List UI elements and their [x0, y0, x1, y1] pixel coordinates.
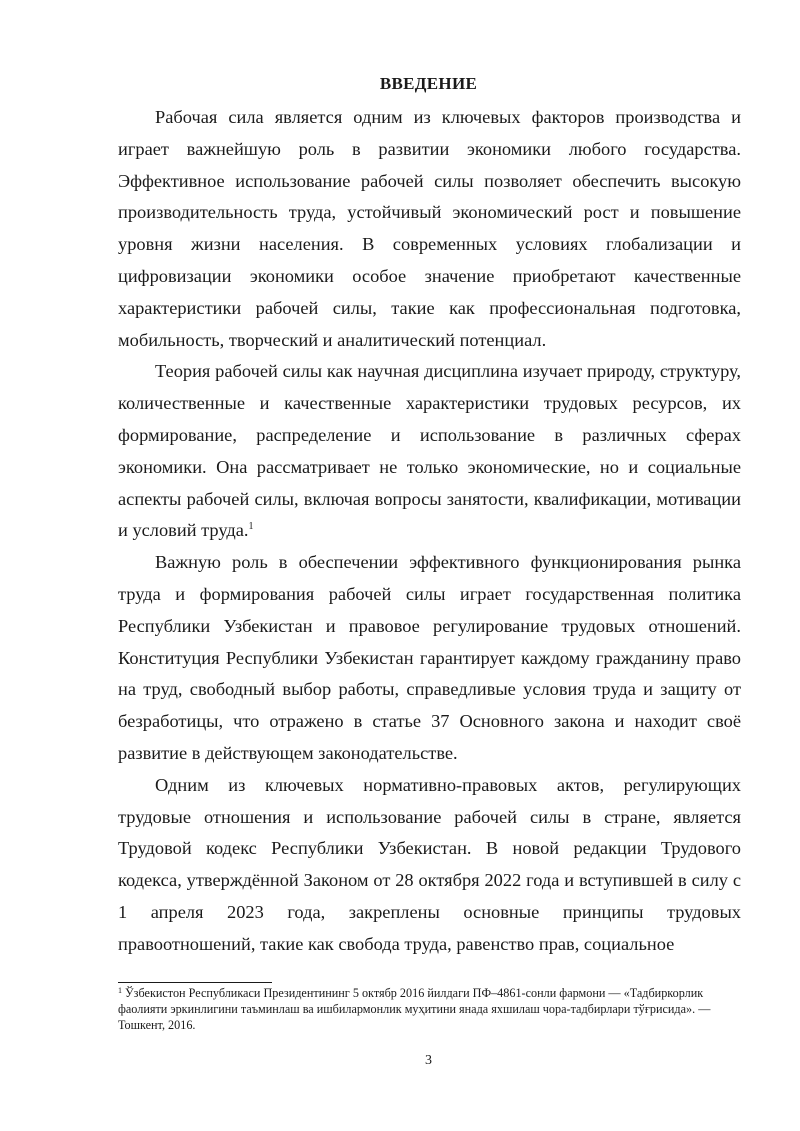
paragraph-3: [118, 547, 741, 770]
paragraph-1-text: Рабочая сила является одним из ключевых факторов производства и играет важнейшую роль в развитии экономики любого государства. Эффективное использование рабочей силы позволяет обеспечить высокую производительность труда, устойчивый экономический рост и повышение уровня жизни населения. В современных условиях глобализации и цифровизации экономики особое значение приобретают качественные характеристики рабочей силы, такие как профессиональная подготовка, мобильность, творческий и аналитический потенциал.: [118, 107, 741, 350]
paragraph-2: [118, 356, 741, 547]
footnote-reference[interactable]: 1: [248, 521, 254, 533]
paragraph-4-text: Одним из ключевых нормативно-правовых актов, регулирующих трудовые отношения и использование рабочей силы в стране, является Трудовой кодекс Республики Узбекистан. В новой редакции Трудового кодекса, утверждённой Законом от 28 октября 2022 года и вступившей в силу с 1 апреля 2023 года, закреплены основные принципы трудовых правоотношений, такие как свобода труда, равенство прав, социальное: [118, 774, 741, 954]
paragraph-4: [118, 770, 741, 961]
paragraph-2-text: Теория рабочей силы как научная дисциплина изучает природу, структуру, количественные и качественные характеристики трудовых ресурсов, их формирование, распределение и использование в различных сферах экономики. Она рассматривает не только экономические, но и социальные аспекты рабочей силы, включая вопросы занятости, квалификации, мотивации и условий труда.: [118, 361, 741, 541]
footnote-marker: 1: [118, 986, 122, 995]
footnote: [118, 985, 723, 1034]
footnote-separator: [118, 982, 272, 983]
paragraph-3-text: Важную роль в обеспечении эффективного функционирования рынка труда и формирования рабочей силы играет государственная политика Республики Узбекистан и правовое регулирование трудовых отношений. Конституция Республики Узбекистан гарантирует каждому гражданину право на труд, свободный выбор работы, справедливые условия труда и защиту от безработицы, что отражено в статье 37 Основного закона и находит своё развитие в действующем законодательстве.: [118, 552, 741, 763]
footnote-text: Ўзбекистон Республикаси Президентининг 5 октябр 2016 йилдаги ПФ–4861-сонли фармони — «Тадбиркорлик фаолияти эркинлигини таъминлаш ва ишбилармонлик муҳитини янада яхшилаш чора-тадбирлари тўғрисида». — Тошкент, 2016.: [118, 986, 711, 1033]
paragraph-1: [118, 102, 741, 356]
page-number: 3: [425, 1053, 432, 1068]
body-text: [118, 102, 741, 961]
section-heading: ВВЕДЕНИЕ: [379, 74, 478, 93]
